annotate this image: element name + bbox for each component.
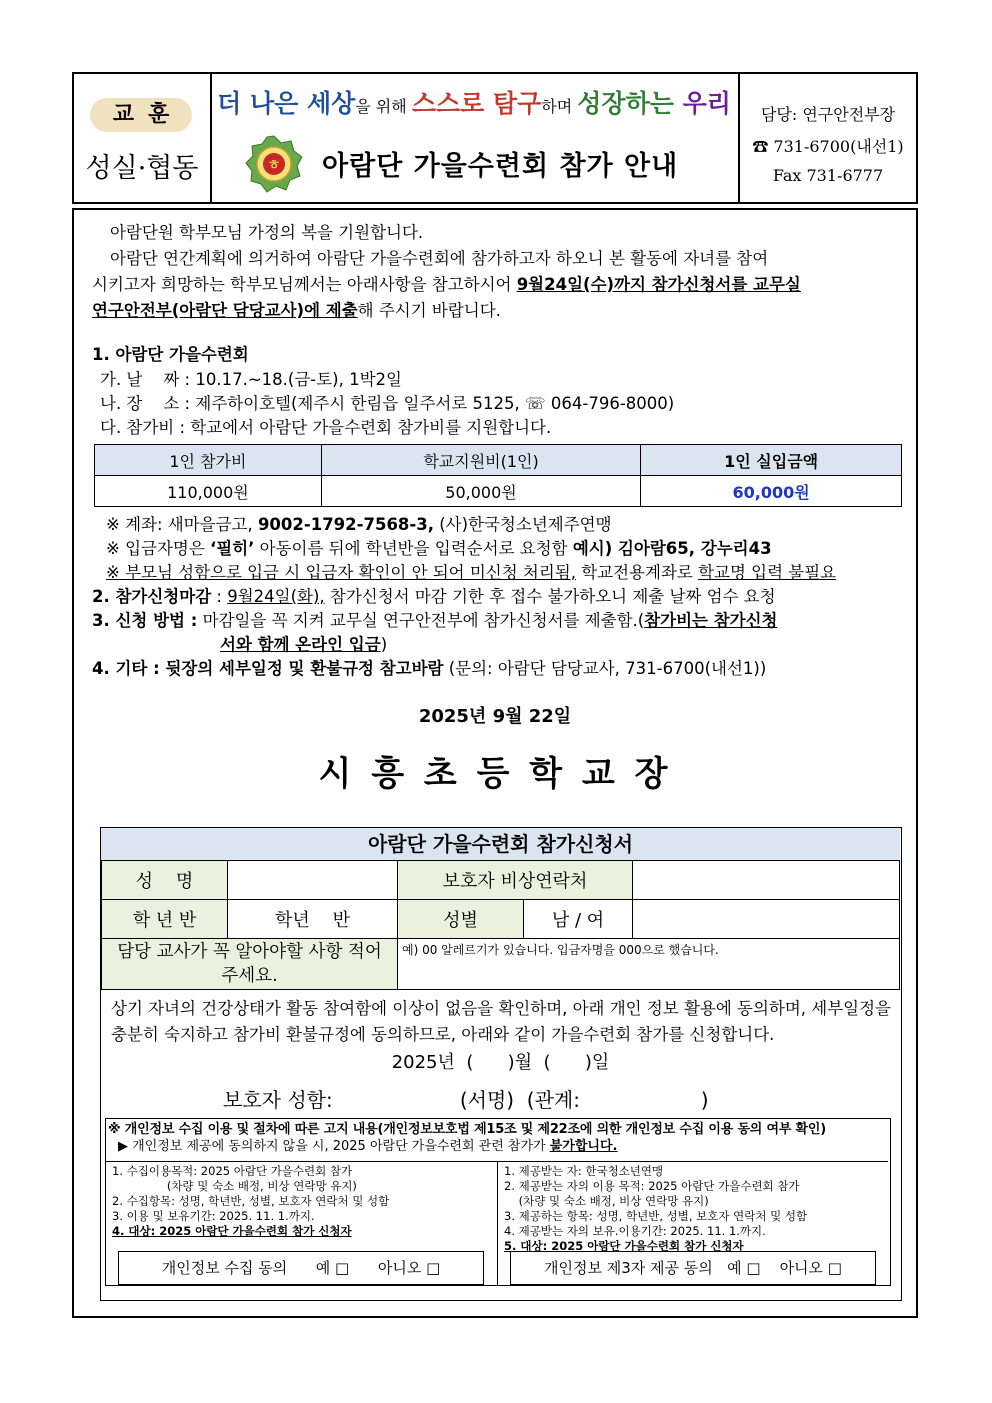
account-number: 9002-1792-7568-3, (257, 515, 434, 534)
fee-table (94, 444, 902, 507)
privacy-item: 4. 제공받는 자의 보유.이용기간: 2025. 11. 1.까지. (504, 1224, 766, 1238)
notice-date: 2025년 9월 22일 (418, 706, 572, 727)
motto-badge: 교훈 (90, 98, 192, 132)
fee-value: 110,000원 (95, 476, 322, 507)
title-cell (210, 74, 740, 202)
school-emblem-icon (244, 134, 304, 194)
form-title: 아람단 가을수련회 참가신청서 (101, 828, 900, 861)
section-text: ) (380, 635, 388, 654)
privacy-item: 2. 수집항목: 성명, 학년반, 성별, 보호자 연락처 및 성함 (112, 1194, 390, 1208)
privacy-item: 1. 제공받는 자: 한국청소년연맹 (504, 1164, 664, 1178)
slogan-part: 스스로 (411, 89, 485, 118)
intro-line (92, 298, 902, 324)
note-text: ※ 계좌: 새마을금고, (106, 515, 258, 534)
privacy-item: 1. 수집이용목적: 2025 아람단 가을수련회 참가 (112, 1164, 353, 1178)
event-fee: 다. 참가비 : 학교에서 아람단 가을수련회 참가비를 지원합니다. (100, 418, 552, 437)
slogan-part: 더 나은 세상 (217, 89, 356, 118)
privacy-item: 3. 이용 및 보유기간: 2025. 11. 1.까지. (112, 1209, 315, 1223)
note-warning (106, 560, 916, 586)
application-form (100, 827, 902, 1301)
note-example: 예시) 김아람65, 강누리43 (572, 539, 772, 558)
guardian-contact-label: 보호자 비상연락처 (397, 860, 633, 900)
note-text: 학교전용계좌로 (576, 563, 699, 582)
privacy-heading-line: ※ 개인정보 수집 이용 및 절차에 따른 고지 내용(개인정보보호법 제15조 및 제22조에 의한 개인정보 수집 이용 동의 여부 확인) (108, 1122, 826, 1137)
section-emphasis: 참가비는 참가신청 (644, 611, 778, 630)
contact-cell (738, 74, 918, 202)
event-date: 가. 날 짜 : 10.17.~18.(금-토), 1박2일 (100, 370, 402, 389)
note-depositor (106, 536, 916, 562)
section-text: (문의: 아람단 담당교사, 731-6700(내선1)) (443, 659, 767, 678)
section-text: 9월24일(화), (227, 587, 325, 606)
section-text: : (211, 587, 228, 606)
privacy-notice (105, 1118, 891, 1286)
contact-phone: ☎ 731-6700(내선1) (752, 137, 904, 156)
privacy-item: (차량 및 숙소 배정, 비상 연락망 유지) (112, 1179, 357, 1193)
submit-location: 연구안전부(아람단 담당교사)에 제출 (92, 301, 358, 320)
section-heading: 1. 아람단 가을수련회 (92, 345, 249, 364)
consent-statement: 상기 자녀의 건강상태가 활동 참여함에 이상이 없음을 확인하며, 아래 개인 정보 활용에 동의하며, 세부일정을 충분히 숙지하고 참가비 환불규정에 동의하므로, 아래와 같이 가을수련회 참가를 신청합니다. (111, 999, 891, 1044)
section-deadline (92, 584, 902, 610)
intro-text: 시키고자 희망하는 학부모님께서는 아래사항을 참고하시어 (92, 275, 517, 294)
fee-value: 50,000원 (321, 476, 641, 507)
application-date-line[interactable]: 2025년 ( )월 ( )일 (391, 1052, 610, 1073)
section-label: 3. 신청 방법 : (92, 611, 198, 630)
school-slogan (210, 84, 738, 120)
section-text: 참가신청서 마감 기한 후 접수 불가하오니 제출 날짜 엄수 요청 (324, 587, 776, 606)
guardian-signature-line[interactable]: 보호자 성함: (서명) (관계: ) (223, 1088, 709, 1112)
privacy-heading (108, 1121, 888, 1155)
fee-header: 학교지원비(1인) (321, 445, 641, 476)
note-text: ※ 부모님 성함으로 입금 시 입금자 확인이 안 되어 미신청 처리됨, (106, 563, 576, 582)
thirdparty-consent-checkbox[interactable]: 개인정보 제3자 제공 동의 예 □ 아니오 □ (510, 1251, 876, 1285)
teacher-note-label: 담당 교사가 꼭 알아야할 사항 적어주세요. (101, 938, 398, 990)
slogan-part: 하며 (541, 97, 578, 116)
section-emphasis: 서와 함께 온라인 입금 (220, 635, 381, 654)
page-title: 아람단 가을수련회 참가 안내 (322, 151, 679, 182)
svg-text:ㅎ: ㅎ (267, 158, 281, 173)
section-text: 마감일을 꼭 지켜 교무실 연구안전부에 참가신청서를 제출함.( (197, 611, 645, 630)
school-motto: 성실·협동 (85, 153, 199, 184)
grade-field[interactable]: 학년 반 (227, 899, 398, 939)
privacy-item: 3. 제공하는 항목: 성명, 학년반, 성별, 보호자 연락처 및 성함 (504, 1209, 808, 1223)
greeting: 아람단원 학부모님 가정의 복을 기원합니다. (110, 223, 424, 242)
fee-header: 1인 실입금액 (641, 445, 902, 476)
privacy-item: (차량 및 숙소 배정, 비상 연락망 유지) (504, 1194, 709, 1208)
section-label: 4. 기타 : 뒷장의 세부일정 및 환불규정 참고바람 (92, 659, 444, 678)
note-account (106, 512, 916, 538)
contact-fax: Fax 731-6777 (772, 166, 884, 185)
motto-cell (74, 74, 212, 202)
principal-signature: 시 흥 초 등 학 교 장 (318, 754, 672, 794)
empty-cell (632, 899, 900, 939)
gender-label: 성별 (397, 899, 524, 939)
privacy-heading-line (108, 1138, 888, 1155)
slogan-part: 성장하는 (577, 89, 683, 118)
privacy-item: 2. 제공받는 자의 이용 목적: 2025 아람단 가을수련회 참가 (504, 1179, 800, 1193)
guardian-contact-field[interactable] (632, 860, 900, 900)
name-label: 성 명 (101, 860, 228, 900)
intro-line (92, 272, 902, 298)
section-label: 2. 참가신청마감 (92, 587, 212, 606)
event-place: 나. 장 소 : 제주하이호텔(제주시 한림읍 일주서로 5125, ☏ 064-796-8000) (100, 394, 675, 413)
intro-line: 아람단 연간계획에 의거하여 아람단 가을수련회에 참가하고자 하오니 본 활동에 자녀를 참여 (110, 249, 769, 268)
teacher-note-field[interactable]: 예) 00 알레르기가 있습니다. 입금자명을 000으로 했습니다. (397, 938, 900, 990)
header (72, 72, 918, 204)
grade-label: 학 년 반 (101, 899, 228, 939)
privacy-target: 5. 대상: 2025 아람단 가을수련회 참가 신청자 (504, 1239, 744, 1253)
note-text: (사)한국청소년제주연맹 (434, 515, 612, 534)
slogan-part: 우리 (682, 89, 731, 118)
slogan-part: 을 위해 (355, 97, 412, 116)
notice-body (72, 208, 918, 1318)
fee-value: 60,000원 (641, 476, 902, 507)
collection-consent-checkbox[interactable]: 개인정보 수집 동의 예 □ 아니오 □ (118, 1251, 484, 1285)
note-text: ※ 입금자명은 (106, 539, 211, 558)
gender-field[interactable]: 남 / 여 (523, 899, 633, 939)
fee-header: 1인 참가비 (95, 445, 322, 476)
note-text: 학교명 입력 불필요 (698, 563, 837, 582)
name-field[interactable] (227, 860, 398, 900)
slogan-part: 탐구 (484, 89, 542, 118)
privacy-target: 4. 대상: 2025 아람단 가을수련회 참가 신청자 (112, 1224, 352, 1238)
section-method (92, 608, 902, 634)
privacy-text: ▶ 개인정보 제공에 동의하지 않을 시, 2025 아람단 가을수련회 관련 참가가 (118, 1139, 550, 1154)
privacy-emphasis: 불가합니다. (549, 1139, 618, 1154)
note-emphasis: ‘필히’ (210, 539, 255, 558)
section-method-cont (220, 632, 992, 658)
deadline-highlight: 9월24일(수)까지 참가신청서를 교무실 (516, 275, 801, 294)
contact-dept: 담당: 연구안전부장 (760, 105, 896, 124)
section-etc (92, 656, 902, 682)
note-text: 아동이름 뒤에 학년반을 입력순서로 요청함 (254, 539, 573, 558)
intro-text: 해 주시기 바랍니다. (357, 301, 501, 320)
